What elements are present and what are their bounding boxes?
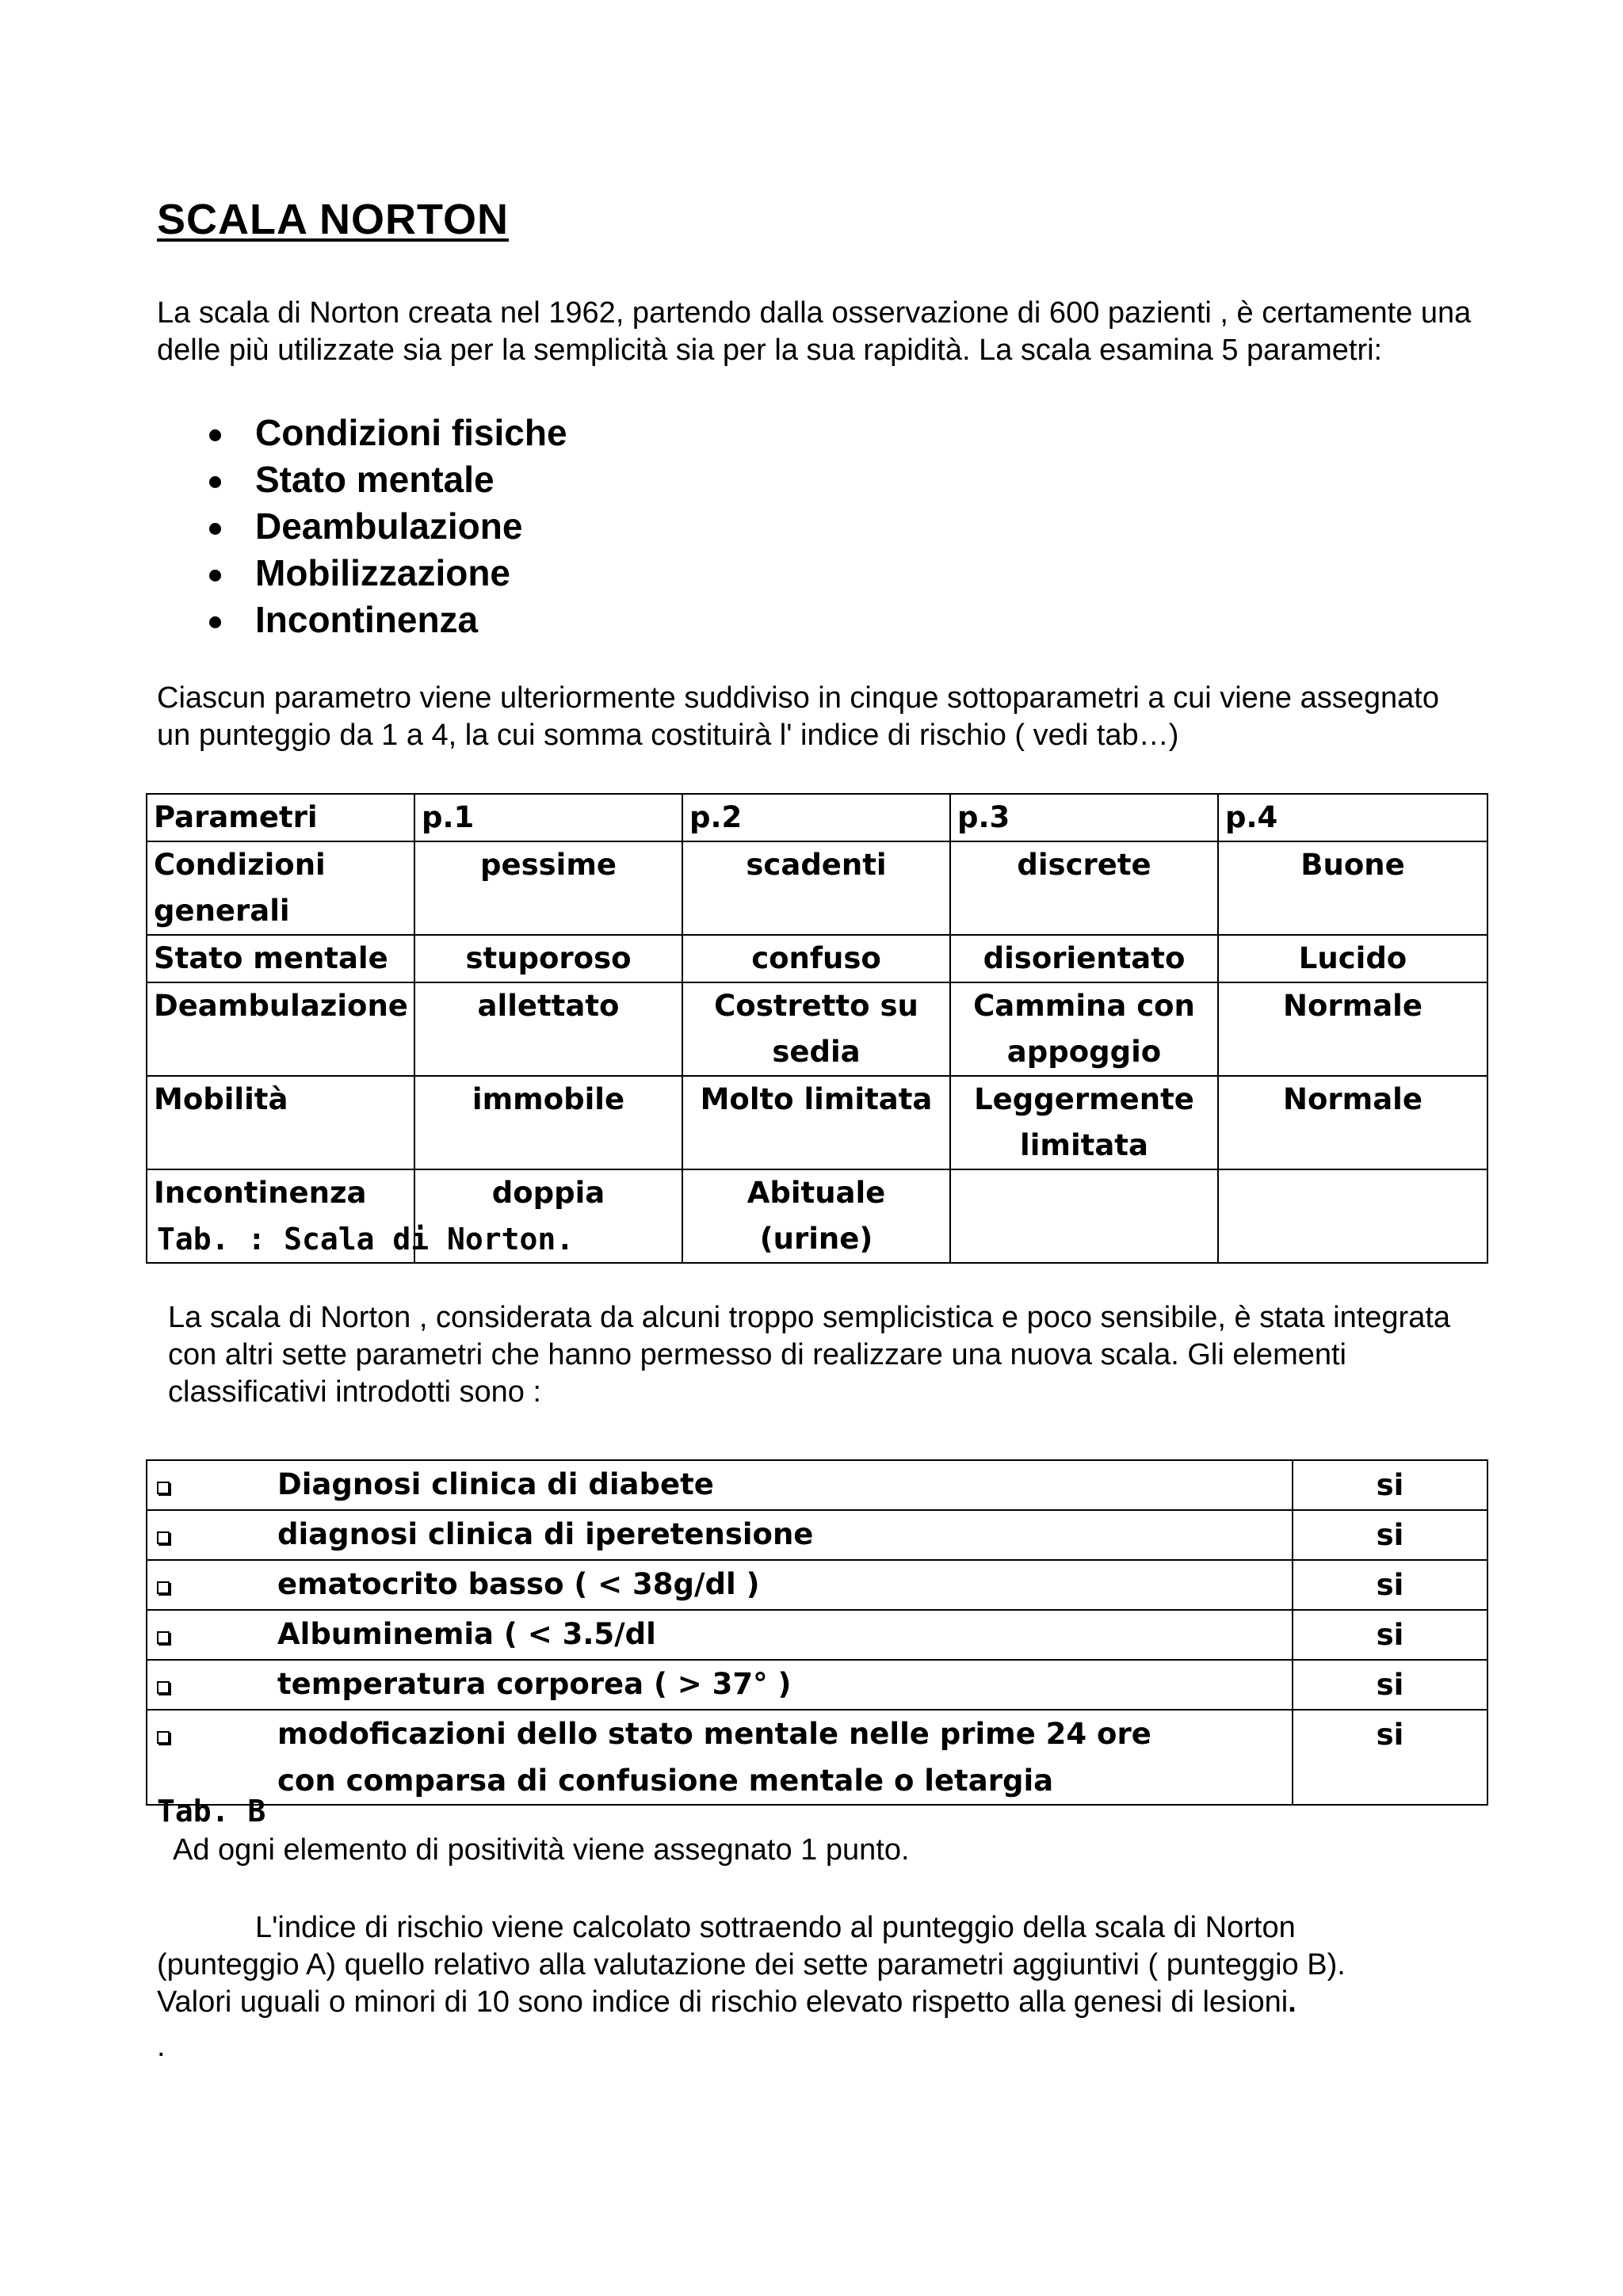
table-header-cell: p.1 [414, 794, 682, 841]
table-cell: Incontinenza [147, 1169, 414, 1263]
trailing-dot: . [157, 2030, 166, 2063]
table-cell: modoficazioni dello stato mentale nelle prime 24 ore con comparsa di confusione mentale o letargia [277, 1717, 1151, 1798]
table-row [147, 1610, 1487, 1660]
table-cell: immobile [414, 1076, 682, 1169]
list-item: Stato mentale [204, 456, 567, 503]
table-row [147, 1460, 1487, 1510]
final-paragraph [157, 1909, 1504, 2021]
table-cell: stuporoso [414, 935, 682, 982]
intro-paragraph: La scala di Norton creata nel 1962, partendo dalla osservazione di 600 pazienti , è certamente una delle più utilizzate sia per la semplicità sia per la sua rapidità. La scala esamina 5 parametri: [157, 296, 1472, 367]
table-cell: Albuminemia ( < 3.5/dl [277, 1617, 656, 1651]
table-cell [1218, 1169, 1487, 1263]
list-item: Incontinenza [204, 597, 567, 643]
table-cell: Mobilità [147, 1076, 414, 1169]
table-cell: Costretto su sedia [682, 982, 950, 1076]
list-item: Deambulazione [204, 503, 567, 550]
checkbox-icon [157, 1631, 170, 1644]
table-cell: Normale [1218, 982, 1487, 1076]
checkbox-icon [157, 1531, 170, 1544]
table-row [147, 1076, 1487, 1169]
table-cell: Diagnosi clinica di diabete [277, 1467, 714, 1501]
table-cell: temperatura corporea ( > 37° ) [277, 1667, 792, 1701]
table-header-cell: p.3 [950, 794, 1218, 841]
table-cell: si [1293, 1460, 1487, 1510]
table-cell: Lucido [1218, 935, 1487, 982]
table-cell: si [1293, 1510, 1487, 1560]
table-row [147, 982, 1487, 1076]
subdivision-paragraph: Ciascun parametro viene ulteriormente suddiviso in cinque sottoparametri a cui viene assegnato un punteggio da 1 a 4, la cui somma costituirà l' indice di rischio ( vedi tab…) [157, 681, 1439, 752]
final-line: L'indice di rischio viene calcolato sottraendo al punteggio della scala di Norton [255, 1911, 1296, 1944]
checkbox-icon [157, 1681, 170, 1694]
table-cell: Condizioni generali [147, 841, 414, 935]
table-row [147, 1660, 1487, 1710]
table-cell [950, 1169, 1218, 1263]
table-cell: doppia [414, 1169, 682, 1263]
table-cell: si [1293, 1560, 1487, 1610]
table-cell: Normale [1218, 1076, 1487, 1169]
table-b-caption: Tab. B [157, 1794, 266, 1829]
table-cell: discrete [950, 841, 1218, 935]
assignment-paragraph: Ad ogni elemento di positività viene assegnato 1 punto. [173, 1833, 910, 1867]
table-cell: Buone [1218, 841, 1487, 935]
table-cell: pessime [414, 841, 682, 935]
table-cell: si [1293, 1660, 1487, 1710]
table-cell: ematocrito basso ( < 38g/dl ) [277, 1567, 760, 1601]
table-cell: si [1293, 1610, 1487, 1660]
page-title: SCALA NORTON [157, 196, 509, 243]
table-cell: allettato [414, 982, 682, 1076]
table-cell: Stato mentale [147, 935, 414, 982]
table-cell: confuso [682, 935, 950, 982]
table-cell: si [1293, 1710, 1487, 1805]
checkbox-icon [157, 1581, 170, 1594]
table-header-cell: Parametri [147, 794, 414, 841]
table-header-row [147, 794, 1487, 841]
norton-table [146, 793, 1488, 1264]
table-row [147, 935, 1487, 982]
final-period: . [1288, 1985, 1296, 2019]
table-cell: scadenti [682, 841, 950, 935]
table-cell: Deambulazione [147, 982, 414, 1076]
checkbox-icon [157, 1731, 170, 1744]
table-header-cell: p.2 [682, 794, 950, 841]
integration-paragraph: La scala di Norton , considerata da alcuni troppo semplicistica e poco sensibile, è stata integrata con altri sette parametri che hanno permesso di realizzare una nuova scala. Gli elementi classificativi introdotti sono : [168, 1301, 1451, 1409]
final-line: Valori uguali o minori di 10 sono indice di rischio elevato rispetto alla genesi di lesioni [157, 1985, 1289, 2019]
table-row [147, 1510, 1487, 1560]
checkbox-icon [157, 1482, 170, 1494]
table-header-cell: p.4 [1218, 794, 1487, 841]
list-item: Condizioni fisiche [204, 410, 567, 456]
table-cell: Leggermente limitata [950, 1076, 1218, 1169]
table-cell: Abituale (urine) [682, 1169, 950, 1263]
final-line: (punteggio A) quello relativo alla valutazione dei sette parametri aggiuntivi ( punteggio B). [157, 1948, 1346, 1981]
table-cell: Molto limitata [682, 1076, 950, 1169]
parameters-list [204, 410, 567, 643]
table-cell: diagnosi clinica di iperetensione [277, 1517, 814, 1551]
table-cell: Cammina con appoggio [950, 982, 1218, 1076]
table-cell: disorientato [950, 935, 1218, 982]
table-row [147, 1710, 1487, 1805]
additional-parameters-table [146, 1459, 1488, 1806]
table-a-caption: Tab. : Scala di Norton. [157, 1222, 575, 1257]
table-row [147, 841, 1487, 935]
table-row [147, 1560, 1487, 1610]
list-item: Mobilizzazione [204, 550, 567, 597]
